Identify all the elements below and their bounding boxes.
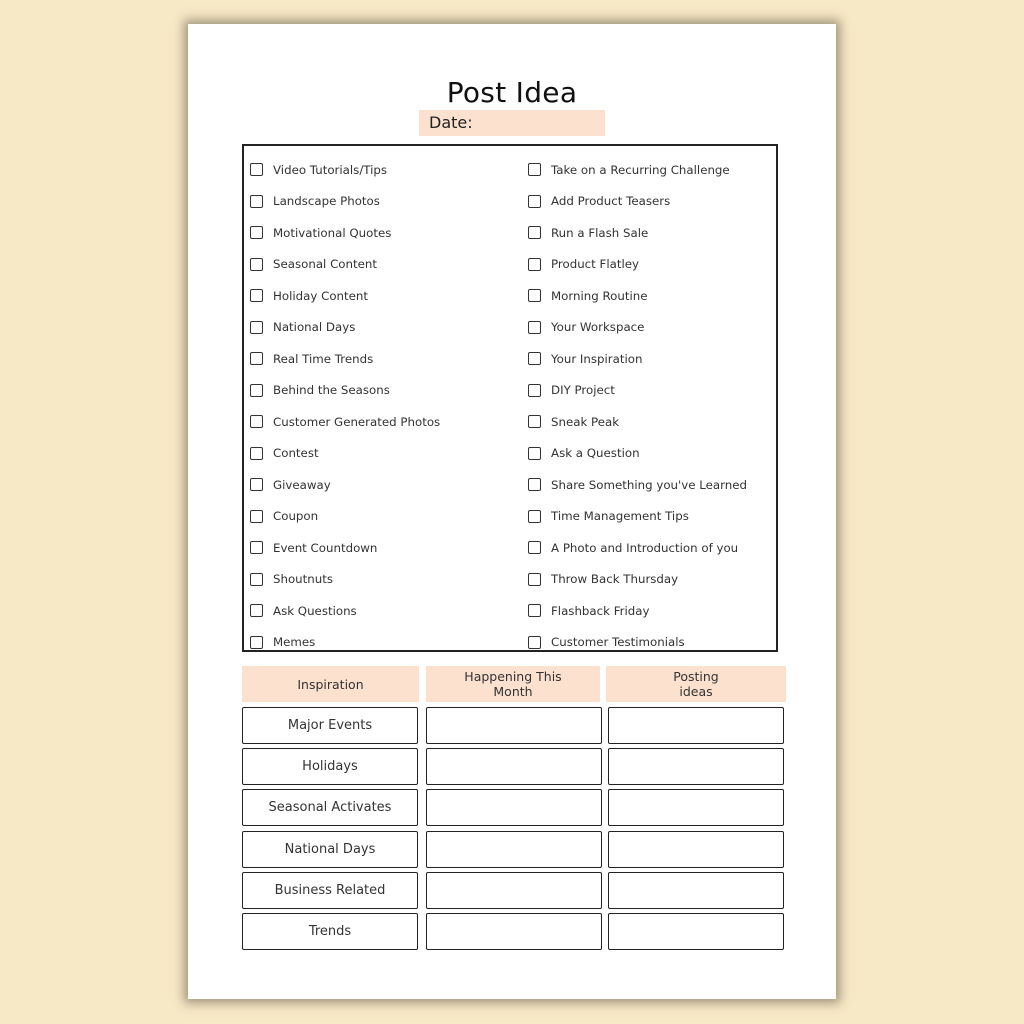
checkbox[interactable] [250,541,263,554]
checklist-column-left [250,154,512,658]
table-header: Posting ideas [606,666,786,702]
checklist-item-label: Your Workspace [551,320,645,335]
checklist-item-label: Holiday Content [273,288,369,303]
checklist-item-label: Take on a Recurring Challenge [551,162,730,177]
checklist-item-label: Customer Testimonials [551,635,685,650]
checkbox[interactable] [528,636,541,649]
checkbox[interactable] [250,573,263,586]
date-label: Date: [429,113,473,132]
checklist-item-label: Landscape Photos [273,194,380,209]
checkbox[interactable] [528,258,541,271]
checklist-item-label: Share Something you've Learned [551,477,747,492]
row-label: Seasonal Activates [242,789,418,826]
row-label: National Days [242,831,418,868]
checklist-item[interactable] [528,375,774,407]
row-label: Major Events [242,707,418,744]
checklist-item-label: Memes [273,635,316,650]
checklist-item[interactable] [250,595,512,627]
table-row [188,789,836,826]
checklist-item-label: Seasonal Content [273,257,377,272]
checklist-item[interactable] [528,532,774,564]
checklist-item-label: A Photo and Introduction of you [551,540,739,555]
checklist-item-label: Throw Back Thursday [551,572,679,587]
checkbox[interactable] [528,289,541,302]
checkbox[interactable] [528,573,541,586]
checklist-item[interactable] [528,249,774,281]
checklist-item-label: Motivational Quotes [273,225,392,240]
happening-this-month-cell[interactable] [426,748,602,785]
checklist-item[interactable] [528,312,774,344]
checklist-item[interactable] [250,627,512,659]
checklist-item[interactable] [528,595,774,627]
checkbox[interactable] [250,510,263,523]
checklist-item[interactable] [250,438,512,470]
checklist-item-label: Customer Generated Photos [273,414,441,429]
page-title: Post Idea [446,76,578,109]
checklist-item[interactable] [250,249,512,281]
posting-ideas-cell[interactable] [608,913,784,950]
checklist-item-label: Event Countdown [273,540,378,555]
checkbox[interactable] [528,163,541,176]
checkbox[interactable] [250,478,263,491]
checklist-item-label: DIY Project [551,383,615,398]
table-row [188,748,836,785]
row-label: Holidays [242,748,418,785]
checkbox[interactable] [528,321,541,334]
checklist-item-label: Flashback Friday [551,603,650,618]
checkbox[interactable] [250,636,263,649]
checklist-item-label: Giveaway [273,477,331,492]
table-row [188,872,836,909]
checkbox[interactable] [528,604,541,617]
checklist-item-label: Product Flatley [551,257,639,272]
checklist-item-label: Add Product Teasers [551,194,671,209]
happening-this-month-cell[interactable] [426,707,602,744]
checkbox[interactable] [250,195,263,208]
happening-this-month-cell[interactable] [426,831,602,868]
checklist-item[interactable] [250,343,512,375]
posting-ideas-cell[interactable] [608,748,784,785]
date-field[interactable] [419,110,605,136]
checklist-item-label: Shoutnuts [273,572,334,587]
checklist-item[interactable] [528,469,774,501]
checklist-item-label: Real Time Trends [273,351,374,366]
checklist-item[interactable] [528,280,774,312]
planner-sheet [188,24,836,999]
checklist-item-label: Ask Questions [273,603,357,618]
posting-ideas-cell[interactable] [608,707,784,744]
posting-ideas-cell[interactable] [608,831,784,868]
checklist-item[interactable] [250,469,512,501]
checkbox[interactable] [250,415,263,428]
checkbox[interactable] [528,478,541,491]
checklist-item[interactable] [250,532,512,564]
checklist-item[interactable] [250,564,512,596]
checklist-item[interactable] [528,406,774,438]
row-label: Business Related [242,872,418,909]
checkbox[interactable] [250,604,263,617]
checklist-item-label: Coupon [273,509,319,524]
happening-this-month-cell[interactable] [426,789,602,826]
checklist-item[interactable] [528,564,774,596]
checklist-item[interactable] [250,501,512,533]
checklist-item[interactable] [528,627,774,659]
posting-ideas-cell[interactable] [608,789,784,826]
checkbox[interactable] [250,384,263,397]
checklist-item[interactable] [528,217,774,249]
checklist-item[interactable] [528,343,774,375]
checklist-item[interactable] [250,186,512,218]
happening-this-month-cell[interactable] [426,913,602,950]
checklist-item[interactable] [528,438,774,470]
checklist-item-label: Time Management Tips [551,509,689,524]
checklist-item-label: National Days [273,320,356,335]
checklist-item[interactable] [528,186,774,218]
checkbox[interactable] [528,415,541,428]
row-label: Trends [242,913,418,950]
checklist-item[interactable] [250,406,512,438]
checklist-item-label: Your Inspiration [551,351,643,366]
posting-ideas-cell[interactable] [608,872,784,909]
checkbox[interactable] [528,226,541,239]
checklist-item-label: Run a Flash Sale [551,225,649,240]
checkbox[interactable] [250,163,263,176]
checkbox[interactable] [528,541,541,554]
checklist-item-label: Behind the Seasons [273,383,390,398]
checkbox[interactable] [250,258,263,271]
table-row [188,831,836,868]
checkbox[interactable] [528,195,541,208]
checkbox[interactable] [250,289,263,302]
checkbox[interactable] [528,510,541,523]
checklist-item[interactable] [250,280,512,312]
checklist-column-right [528,154,774,658]
table-header: Happening This Month [426,666,600,702]
table-row [188,707,836,744]
table-row [188,913,836,950]
checkbox[interactable] [250,352,263,365]
checklist-item[interactable] [250,154,512,186]
post-idea-checklist [242,144,778,652]
checklist-item-label: Contest [273,446,319,461]
table-header: Inspiration [242,666,419,702]
checkbox[interactable] [528,447,541,460]
checklist-item[interactable] [250,217,512,249]
checklist-item-label: Video Tutorials/Tips [273,162,388,177]
checkbox[interactable] [250,226,263,239]
checklist-item[interactable] [250,312,512,344]
checkbox[interactable] [528,352,541,365]
checkbox[interactable] [528,384,541,397]
checklist-item-label: Ask a Question [551,446,640,461]
checklist-item[interactable] [528,501,774,533]
happening-this-month-cell[interactable] [426,872,602,909]
checklist-item[interactable] [250,375,512,407]
checklist-item-label: Sneak Peak [551,414,620,429]
checkbox[interactable] [250,321,263,334]
checkbox[interactable] [250,447,263,460]
checklist-item-label: Morning Routine [551,288,648,303]
checklist-item[interactable] [528,154,774,186]
